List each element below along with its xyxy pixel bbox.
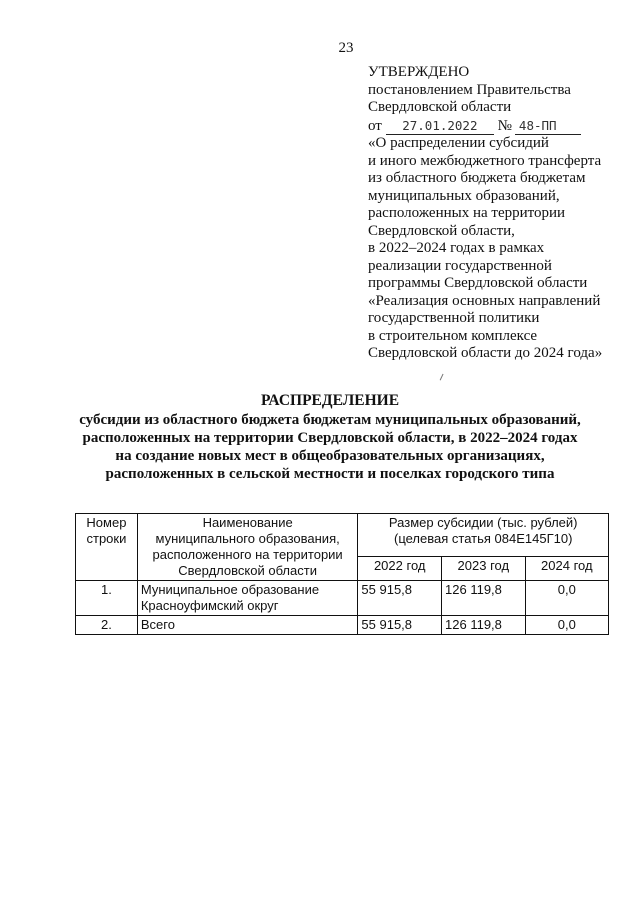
from-label: от	[368, 117, 382, 134]
approval-title-line: в 2022–2024 годах в рамках	[368, 240, 545, 256]
row-value-2022: 55 915,8	[358, 616, 442, 635]
document-title: РАСПРЕДЕЛЕНИЕ	[260, 392, 400, 409]
approval-title-line: в строительном комплексе	[368, 327, 538, 344]
approval-title-line: Свердловской области,	[368, 222, 515, 239]
header-text: Наименование	[202, 515, 293, 530]
approval-title-line: расположенных на территории	[368, 205, 566, 221]
row-value-2023: 126 119,8	[442, 581, 526, 616]
approval-heading: УТВЕРЖДЕНО	[368, 64, 470, 80]
header-year-2022: 2022 год	[358, 557, 442, 581]
heading-line: на создание новых мест в общеобразовательных организациях,	[115, 448, 545, 464]
approval-title-line: государственной политики	[368, 310, 540, 326]
header-text: муниципального образования,	[155, 531, 340, 546]
header-text: (целевая статья 084Е145Г10)	[394, 531, 573, 546]
header-municipality	[137, 514, 358, 581]
header-year-2024: 2024 год	[525, 557, 608, 581]
table-header-row	[76, 514, 609, 557]
table-row	[76, 616, 609, 635]
heading-line: субсидии из областного бюджета бюджетам муниципальных образований,	[79, 412, 581, 428]
heading-line: расположенных в сельской местности и поселках городского типа	[105, 466, 555, 482]
stray-mark	[440, 374, 446, 382]
approval-title-line: муниципальных образований,	[368, 187, 560, 204]
row-value-2024: 0,0	[525, 581, 608, 616]
row-name-text: Красноуфимский округ	[140, 598, 279, 613]
approval-authority: постановлением Правительства	[368, 81, 571, 98]
approval-date-line	[368, 117, 630, 136]
row-number: 2.	[76, 616, 138, 635]
header-row-number	[76, 514, 138, 581]
approval-block	[368, 64, 630, 363]
header-text: строки	[86, 531, 127, 546]
number-label: №	[497, 117, 512, 134]
approval-date: 27.01.2022	[386, 117, 494, 136]
row-number: 1.	[76, 581, 138, 616]
approval-title-line: программы Свердловской области	[368, 275, 588, 291]
header-text: Номер	[86, 515, 127, 530]
row-value-2022: 55 915,8	[358, 581, 442, 616]
approval-number: 48-ПП	[515, 117, 581, 136]
approval-title-line: и иного межбюджетного трансферта	[368, 152, 602, 169]
row-municipality: Всего	[137, 616, 358, 635]
document-heading	[70, 392, 590, 483]
approval-region: Свердловской области	[368, 99, 512, 115]
header-text: Размер субсидии (тыс. рублей)	[388, 515, 578, 530]
table-row	[76, 581, 609, 616]
row-value-2024: 0,0	[525, 616, 608, 635]
approval-title-line: Свердловской области до 2024 года»	[368, 345, 603, 361]
header-text: Свердловской области	[178, 563, 317, 578]
subsidy-table	[75, 513, 609, 635]
approval-title-line: реализации государственной	[368, 257, 552, 274]
row-municipality	[137, 581, 358, 616]
heading-line: расположенных на территории Свердловской области, в 2022–2024 годах	[82, 430, 578, 446]
page-number: 23	[338, 40, 354, 56]
row-value-2023: 126 119,8	[442, 616, 526, 635]
approval-title-line: «Реализация основных направлений	[368, 292, 601, 309]
approval-title-line: из областного бюджета бюджетам	[368, 170, 586, 186]
header-year-2023: 2023 год	[442, 557, 526, 581]
approval-title-line: «О распределении субсидий	[368, 135, 549, 151]
header-subsidy-size	[358, 514, 609, 557]
row-name-text: Муниципальное образование	[140, 582, 320, 597]
header-text: расположенного на территории	[152, 547, 343, 562]
